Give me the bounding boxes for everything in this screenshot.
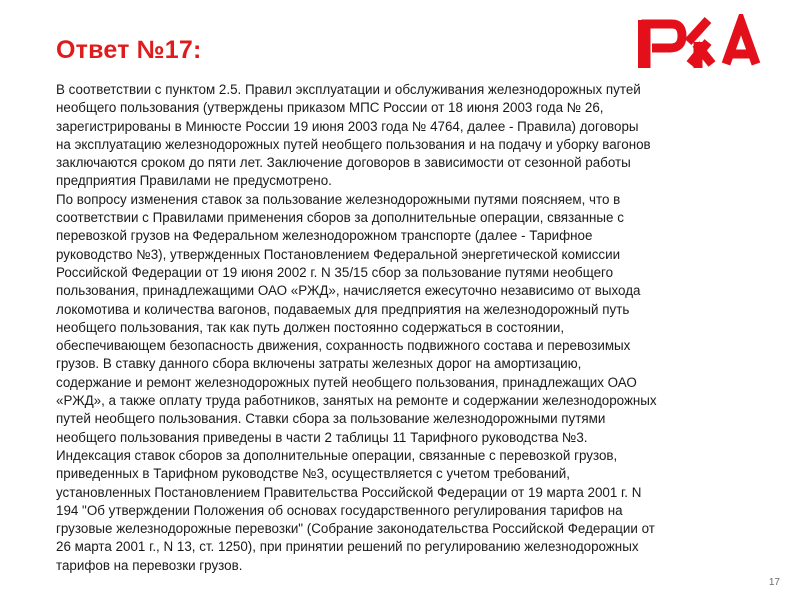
rzd-logo — [638, 14, 764, 68]
slide-title: Ответ №17: — [56, 36, 202, 64]
page-number: 17 — [768, 577, 780, 588]
answer-body-text: В соответствии с пунктом 2.5. Правил эксплуатации и обслуживания железнодорожных путей необщего пользования (утверждены приказом МПС России от 18 июня 2003 года № 26, зарегистрированы в Минюсте России 19 июня 2003 года № 4764, далее - Правила) договоры на эксплуатацию железнодорожных путей необщего пользования и на подачу и уборку вагонов заключаются сроком до пяти лет. Заключение договоров в зависимости от сезонной работы предприятия Правилами не предусмотрено. По вопросу изменения ставок за пользование железнодорожными путями поясняем, что в соответствии с Правилами применения сборов за дополнительные операции, связанные с перевозкой грузов на Федеральном железнодорожном транспорте (далее - Тарифное руководство №3), утвержденных Постановлением Федеральной энергетической комиссии Российской Федерации от 19 июня 2002 г. N 35/15 сбор за пользование путями необщего пользования, принадлежащими ОАО «РЖД», начисляется ежесуточно независимо от выхода локомотива и количества вагонов, подаваемых для предприятия на железнодорожный путь необщего пользования, так как путь должен постоянно содержаться в состоянии, обеспечивающем безопасность движения, сохранность подвижного состава и перевозимых грузов. В ставку данного сбора включены затраты железных дорог на амортизацию, содержание и ремонт железнодорожных путей необщего пользования, принадлежащих ОАО «РЖД», а также оплату труда работников, занятых на ремонте и содержании железнодорожных путей необщего пользования. Ставки сбора за пользование железнодорожными путями необщего пользования приведены в части 2 таблицы 11 Тарифного руководства №3. Индексация ставок сборов за дополнительные операции, связанные с перевозкой грузов, приведенных в Тарифном руководстве №3, осуществляется с учетом требований, установленных Постановлением Правительства Российской Федерации от 19 марта 2001 г. N 194 "Об утверждении Положения об основах государственного регулирования тарифов на грузовые железнодорожные перевозки" (Собрание законодательства Российской Федерации от 26 марта 2001 г., N 13, ст. 1250), при принятии решений по регулированию железнодорожных тарифов на перевозки грузов. — [56, 82, 657, 573]
